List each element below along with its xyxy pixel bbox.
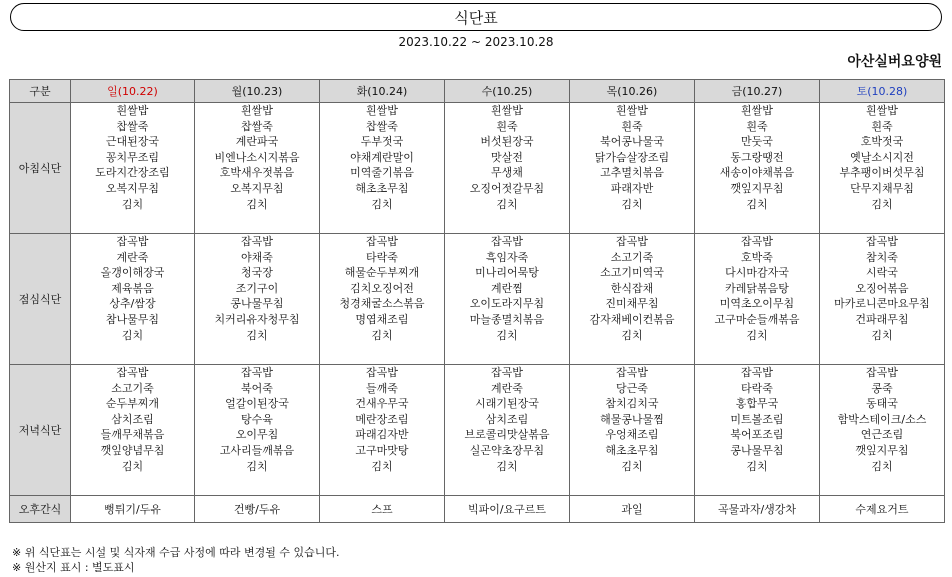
lunch-label: 점심식단 [10, 234, 71, 365]
menu-item: 해물순두부찌개 [344, 266, 420, 280]
menu-item: 만둣국 [741, 135, 773, 149]
menu-item: 청경채굴소스볶음 [339, 297, 425, 311]
menu-item: 진미채무침 [605, 297, 659, 311]
menu-item: 콩나물무침 [230, 297, 284, 311]
meal-table [9, 79, 945, 523]
breakfast-cell [320, 103, 445, 234]
day-header-sat: 토(10.28) [820, 80, 945, 103]
menu-item: 김치 [121, 459, 144, 473]
snack-cell: 빅파이/요구르트 [445, 496, 570, 523]
menu-item: 잡곡밥 [741, 366, 773, 379]
menu-item: 건파래무침 [855, 312, 909, 326]
menu-item: 미나리어묵탕 [475, 266, 539, 280]
snack-cell: 과일 [570, 496, 695, 523]
menu-item: 새송이야채볶음 [719, 166, 795, 180]
menu-item: 김치 [621, 328, 643, 342]
menu-item: 흰쌀밥 [616, 104, 648, 117]
menu-item: 김치 [621, 197, 643, 211]
menu-item: 계란죽 [116, 250, 149, 264]
menu-item: 고구마순들깨볶음 [714, 312, 800, 326]
menu-period: 2023.10.22 ~ 2023.10.28 [398, 35, 554, 49]
breakfast-cell [695, 103, 820, 234]
menu-item: 들깨무채볶음 [100, 428, 165, 442]
breakfast-cell [570, 103, 695, 234]
menu-item: 동그랑땡전 [730, 150, 784, 164]
menu-item: 북어포조림 [730, 428, 784, 442]
header-row [10, 80, 945, 103]
menu-title-text: 식단표 [454, 8, 498, 27]
menu-item: 감자채베이컨볶음 [589, 312, 675, 326]
breakfast-row [10, 103, 945, 234]
menu-item: 카레닭볶음탕 [725, 281, 789, 295]
menu-item: 김치 [371, 328, 393, 342]
lunch-cell [820, 234, 945, 365]
menu-item: 건새우무국 [355, 397, 409, 411]
note-origin: ※ 원산지 표시 : 별도표시 [12, 561, 135, 574]
menu-item: 흰쌀밥 [116, 104, 149, 117]
menu-item: 잡곡밥 [491, 235, 523, 248]
menu-item: 흰죽 [496, 119, 518, 133]
menu-item: 참나물무침 [105, 312, 160, 326]
menu-item: 마카로니콘마요무침 [834, 297, 930, 311]
menu-item: 메란장조림 [355, 412, 409, 426]
menu-item: 흰죽 [746, 119, 768, 133]
menu-item: 찹쌀죽 [116, 119, 149, 133]
menu-title [10, 3, 942, 31]
menu-item: 치커리유자청무침 [214, 312, 300, 326]
day-header-mon: 월(10.23) [195, 80, 320, 103]
menu-item: 잡곡밥 [241, 366, 273, 379]
day-header-tue: 화(10.24) [320, 80, 445, 103]
menu-item: 제육볶음 [111, 281, 154, 295]
menu-item: 김치 [871, 197, 893, 211]
menu-item: 찹쌀죽 [366, 119, 398, 133]
menu-item: 미트볼조림 [730, 412, 784, 426]
snack-label: 오후간식 [10, 496, 71, 523]
snack-cell: 건빵/두유 [195, 496, 320, 523]
menu-item: 비엔나소시지볶음 [214, 150, 300, 164]
menu-item: 홍합무국 [735, 397, 779, 411]
menu-item: 흑임자죽 [485, 250, 529, 264]
menu-item: 야채계란말이 [350, 150, 414, 164]
menu-item: 김치 [496, 459, 518, 473]
menu-item: 마늘종멸치볶음 [469, 312, 545, 326]
menu-item: 콩나물무침 [730, 443, 784, 457]
menu-item: 오복지무침 [105, 181, 160, 195]
menu-item: 얼갈이된장국 [225, 397, 289, 411]
day-header-wed: 수(10.25) [445, 80, 570, 103]
menu-item: 참치죽 [866, 250, 898, 264]
lunch-cell [445, 234, 570, 365]
menu-item: 콩죽 [871, 381, 893, 395]
menu-item: 삼치조림 [111, 412, 154, 426]
menu-item: 해물콩나물찜 [600, 412, 664, 426]
menu-item: 브로콜리맛살볶음 [464, 428, 550, 442]
breakfast-label: 아침식단 [10, 103, 71, 234]
lunch-cell [695, 234, 820, 365]
menu-item: 김치 [246, 197, 268, 211]
menu-item: 계란파국 [235, 135, 279, 149]
menu-item: 깻잎양념무침 [100, 443, 165, 457]
menu-item: 흰쌀밥 [491, 104, 523, 117]
breakfast-cell [445, 103, 570, 234]
lunch-row [10, 234, 945, 365]
menu-item: 잡곡밥 [366, 366, 398, 379]
menu-item: 소고기죽 [111, 381, 154, 395]
menu-item: 흰죽 [621, 119, 643, 133]
menu-item: 파래김자반 [355, 428, 409, 442]
lunch-cell [570, 234, 695, 365]
menu-item: 잡곡밥 [116, 235, 149, 248]
menu-item: 옛날소시지전 [850, 150, 914, 164]
menu-item: 꽁치무조림 [105, 150, 160, 164]
dinner-cell [695, 365, 820, 496]
menu-item: 탕수육 [241, 412, 273, 426]
menu-item: 청국장 [241, 266, 273, 280]
menu-item: 해초초무침 [605, 443, 659, 457]
menu-item: 흰죽 [871, 119, 893, 133]
menu-item: 고추멸치볶음 [600, 166, 664, 180]
menu-item: 김치 [871, 459, 893, 473]
menu-item: 찹쌀죽 [241, 119, 273, 133]
menu-item: 오이도라지무침 [469, 297, 545, 311]
menu-item: 김치 [746, 459, 768, 473]
menu-item: 흰쌀밥 [741, 104, 773, 117]
menu-item: 김치 [371, 459, 393, 473]
menu-item: 미역초오이무침 [719, 297, 795, 311]
dinner-cell [195, 365, 320, 496]
day-header-sun: 일(10.22) [71, 80, 195, 103]
snack-cell: 수제요거트 [820, 496, 945, 523]
day-header-fri: 금(10.27) [695, 80, 820, 103]
menu-item: 버섯된장국 [480, 135, 534, 149]
menu-item: 단무지채무침 [850, 181, 914, 195]
menu-item: 맛살전 [491, 150, 523, 164]
menu-item: 잡곡밥 [866, 366, 898, 379]
menu-item: 호박새우젓볶음 [219, 166, 295, 180]
menu-item: 흰쌀밥 [866, 104, 898, 117]
lunch-cell [320, 234, 445, 365]
menu-item: 연근조림 [860, 428, 904, 442]
menu-item: 시래기된장국 [475, 397, 539, 411]
menu-item: 고사리들깨볶음 [219, 443, 295, 457]
menu-item: 오복지무침 [230, 181, 284, 195]
menu-item: 동태국 [866, 397, 898, 411]
menu-item: 명엽채조림 [355, 312, 409, 326]
note-change: ※ 위 식단표는 시설 및 식자재 수급 사정에 따라 변경될 수 있습니다. [12, 546, 340, 559]
menu-item: 김치오징어전 [350, 281, 414, 295]
menu-item: 조기구이 [235, 281, 279, 295]
menu-item: 깻잎지무침 [730, 181, 784, 195]
breakfast-cell [820, 103, 945, 234]
menu-item: 김치 [746, 197, 768, 211]
dinner-cell [320, 365, 445, 496]
menu-item: 호박죽 [741, 250, 773, 264]
menu-item: 올갱이해장국 [100, 266, 165, 280]
menu-item: 호박젓국 [860, 135, 904, 149]
menu-item: 참치김치국 [605, 397, 659, 411]
menu-item: 계란찜 [491, 281, 523, 295]
menu-item: 소고기죽 [610, 250, 654, 264]
menu-item: 잡곡밥 [241, 235, 273, 248]
breakfast-cell [71, 103, 195, 234]
menu-item: 도라지간장조림 [95, 166, 170, 180]
menu-item: 김치 [746, 328, 768, 342]
dinner-cell [820, 365, 945, 496]
menu-item: 김치 [246, 459, 268, 473]
menu-item: 김치 [121, 328, 144, 342]
menu-item: 야채죽 [241, 250, 273, 264]
menu-item: 북어콩나물국 [600, 135, 664, 149]
menu-item: 타락죽 [366, 250, 398, 264]
menu-item: 부추팽이버섯무침 [839, 166, 925, 180]
menu-item: 김치 [121, 197, 144, 211]
menu-item: 파래자반 [610, 181, 654, 195]
menu-item: 계란죽 [491, 381, 523, 395]
menu-item: 한식잡채 [610, 281, 654, 295]
menu-item: 잡곡밥 [491, 366, 523, 379]
dinner-label: 저녁식단 [10, 365, 71, 496]
notes [12, 545, 339, 575]
day-header-thu: 목(10.26) [570, 80, 695, 103]
menu-item: 상추/쌈장 [109, 297, 156, 311]
lunch-cell [195, 234, 320, 365]
menu-item: 무생채 [491, 166, 523, 180]
menu-item: 김치 [621, 459, 643, 473]
menu-item: 김치 [246, 328, 268, 342]
menu-item: 당근죽 [616, 381, 648, 395]
menu-item: 두부젓국 [360, 135, 404, 149]
lunch-cell [71, 234, 195, 365]
menu-item: 시락국 [866, 266, 898, 280]
menu-item: 소고기미역국 [600, 266, 664, 280]
menu-item: 잡곡밥 [741, 235, 773, 248]
menu-item: 함박스테이크/소스 [837, 412, 927, 426]
menu-item: 오징어볶음 [855, 281, 909, 295]
menu-item: 삼치조림 [485, 412, 529, 426]
menu-item: 들깨죽 [366, 381, 398, 395]
menu-item: 닭가슴살장조림 [594, 150, 670, 164]
menu-item: 실곤약초장무침 [469, 443, 545, 457]
menu-item: 우엉채조림 [605, 428, 659, 442]
menu-item: 김치 [496, 197, 518, 211]
menu-item: 해초초무침 [355, 181, 409, 195]
menu-item: 잡곡밥 [616, 366, 648, 379]
menu-item: 순두부찌개 [105, 397, 160, 411]
menu-item: 잡곡밥 [866, 235, 898, 248]
menu-item: 미역줄기볶음 [350, 166, 414, 180]
dinner-cell [570, 365, 695, 496]
menu-item: 흰쌀밥 [241, 104, 273, 117]
snack-cell: 뻥튀기/두유 [71, 496, 195, 523]
menu-item: 흰쌀밥 [366, 104, 398, 117]
snack-cell: 스프 [320, 496, 445, 523]
menu-item: 깻잎지무침 [855, 443, 909, 457]
corner-header: 구분 [10, 80, 71, 103]
menu-item: 고구마맛탕 [355, 443, 409, 457]
menu-item: 북어죽 [241, 381, 273, 395]
menu-item: 다시마감자국 [725, 266, 789, 280]
menu-item: 김치 [371, 197, 393, 211]
facility-name: 아산실버요양원 [847, 54, 942, 70]
dinner-row [10, 365, 945, 496]
menu-item: 오이무침 [235, 428, 279, 442]
snack-cell: 곡물과자/생강차 [695, 496, 820, 523]
menu-item: 잡곡밥 [616, 235, 648, 248]
menu-item: 오징어젓갈무침 [469, 181, 545, 195]
dinner-cell [445, 365, 570, 496]
menu-item: 김치 [871, 328, 893, 342]
menu-item: 타락죽 [741, 381, 773, 395]
dinner-cell [71, 365, 195, 496]
menu-item: 김치 [496, 328, 518, 342]
menu-item: 잡곡밥 [366, 235, 398, 248]
menu-item: 근대된장국 [105, 135, 160, 149]
snack-row [10, 496, 945, 523]
breakfast-cell [195, 103, 320, 234]
menu-item: 잡곡밥 [116, 366, 149, 379]
